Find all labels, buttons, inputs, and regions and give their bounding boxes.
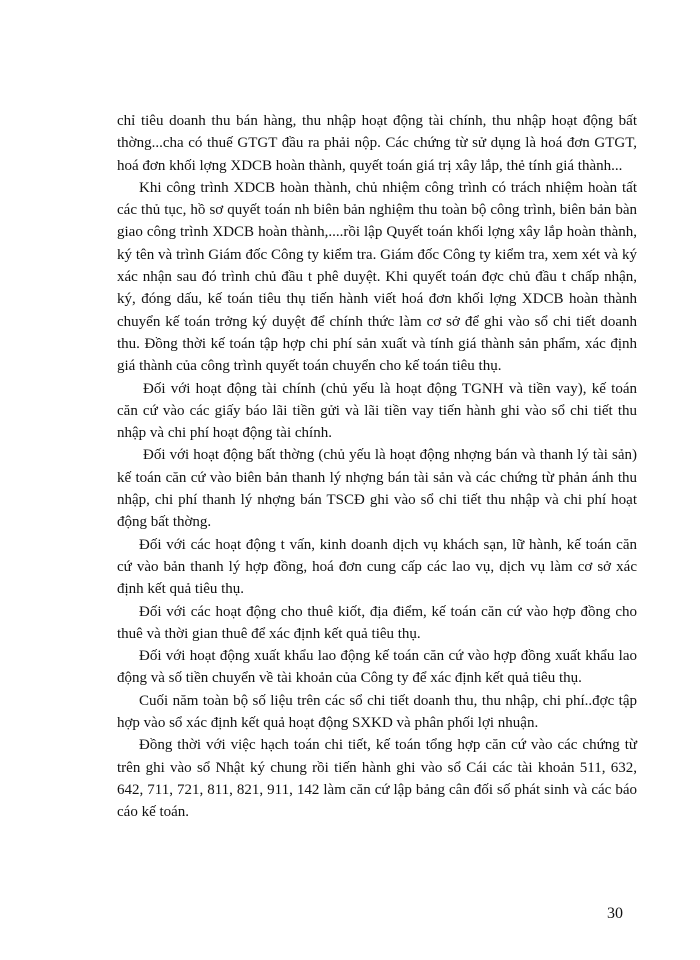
paragraph-labor-export: Đối với hoạt động xuất khẩu lao động kế toán căn cứ vào hợp đồng xuất khẩu lao động và số tiền chuyển về tài khoản của Công ty để xác định kết quả tiêu thụ. <box>117 648 637 687</box>
paragraph-extraordinary-activities: Đối với hoạt động bất thờng (chủ yếu là hoạt động nhợng bán và thanh lý tài sản) kế toán căn cứ vào biên bản thanh lý nhợng bán tài sản và các chứng từ phản ánh thu nhập, chi phí thanh lý nhợng bán TSCĐ ghi vào sổ chi tiết thu nhập và chi phí hoạt động bất thờng. <box>117 447 637 531</box>
paragraph-general-accounting: Đồng thời với việc hạch toán chi tiết, kế toán tổng hợp căn cứ vào các chứng từ trên ghi vào sổ Nhật ký chung rồi tiến hành ghi vào sổ Cái các tài khoản 511, 632, 642, 711, 721, 811, 821, 911, 142 làm căn cứ lập bảng cân đối số phát sinh và các báo cáo kế toán. <box>117 737 637 821</box>
paragraph-rental-activities: Đối với các hoạt động cho thuê kiốt, địa điểm, kế toán căn cứ vào hợp đồng cho thuê và thời gian thuê để xác định kết quả tiêu thụ. <box>117 603 637 642</box>
paragraph-financial-activities: Đối với hoạt động tài chính (chủ yếu là hoạt động TGNH và tiền vay), kế toán căn cứ vào các giấy báo lãi tiền gửi và lãi tiền vay tiến hành ghi vào sổ chi tiết thu nhập và chi phí hoạt động tài chính. <box>117 380 637 442</box>
document-body <box>117 110 637 824</box>
paragraph-xdcb-completion: Khi công trình XDCB hoàn thành, chủ nhiệm công trình có trách nhiệm hoàn tất các thủ tục, hồ sơ quyết toán nh biên bản nghiệm thu toàn bộ công trình, biên bản bàn giao công trình XDCB hoàn thành,....rồi lập Quyết toán khối lợng xây lắp hoàn thành, ký tên và trình Giám đốc Công ty kiểm tra. Giám đốc Công ty kiểm tra, xem xét và ký xác nhận sau đó trình chủ đầu t phê duyệt. Khi quyết toán đợc chủ đầu t chấp nhận, ký, đóng dấu, kế toán tiêu thụ tiến hành viết hoá đơn khối lợng XDCB hoàn thành chuyển kế toán trởng ký duyệt để chính thức làm cơ sở để ghi vào sổ chi tiết doanh thu. Đồng thời kế toán tập hợp chi phí sản xuất và tính giá thành sản phẩm, xác định giá thành của công trình quyết toán chuyển cho kế toán tiêu thụ. <box>117 179 637 375</box>
paragraph-continuation: chỉ tiêu doanh thu bán hàng, thu nhập hoạt động tài chính, thu nhập hoạt động bất thờng...cha có thuế GTGT đầu ra phải nộp. Các chứng từ sử dụng là hoá đơn GTGT, hoá đơn khối lợng XDCB hoàn thành, quyết toán giá trị xây lắp, thẻ tính giá thành... <box>117 113 637 174</box>
paragraph-consulting-services: Đối với các hoạt động t vấn, kinh doanh dịch vụ khách sạn, lữ hành, kế toán căn cứ vào bản thanh lý hợp đồng, hoá đơn cung cấp các lao vụ, dịch vụ làm cơ sở xác định kết quả tiêu thụ. <box>117 536 637 598</box>
page-number: 30 <box>607 905 623 922</box>
paragraph-year-end: Cuối năm toàn bộ số liệu trên các sổ chi tiết doanh thu, thu nhập, chi phí..đợc tập hợp vào sổ xác định kết quả hoạt động SXKD và phân phối lợi nhuận. <box>117 692 637 732</box>
